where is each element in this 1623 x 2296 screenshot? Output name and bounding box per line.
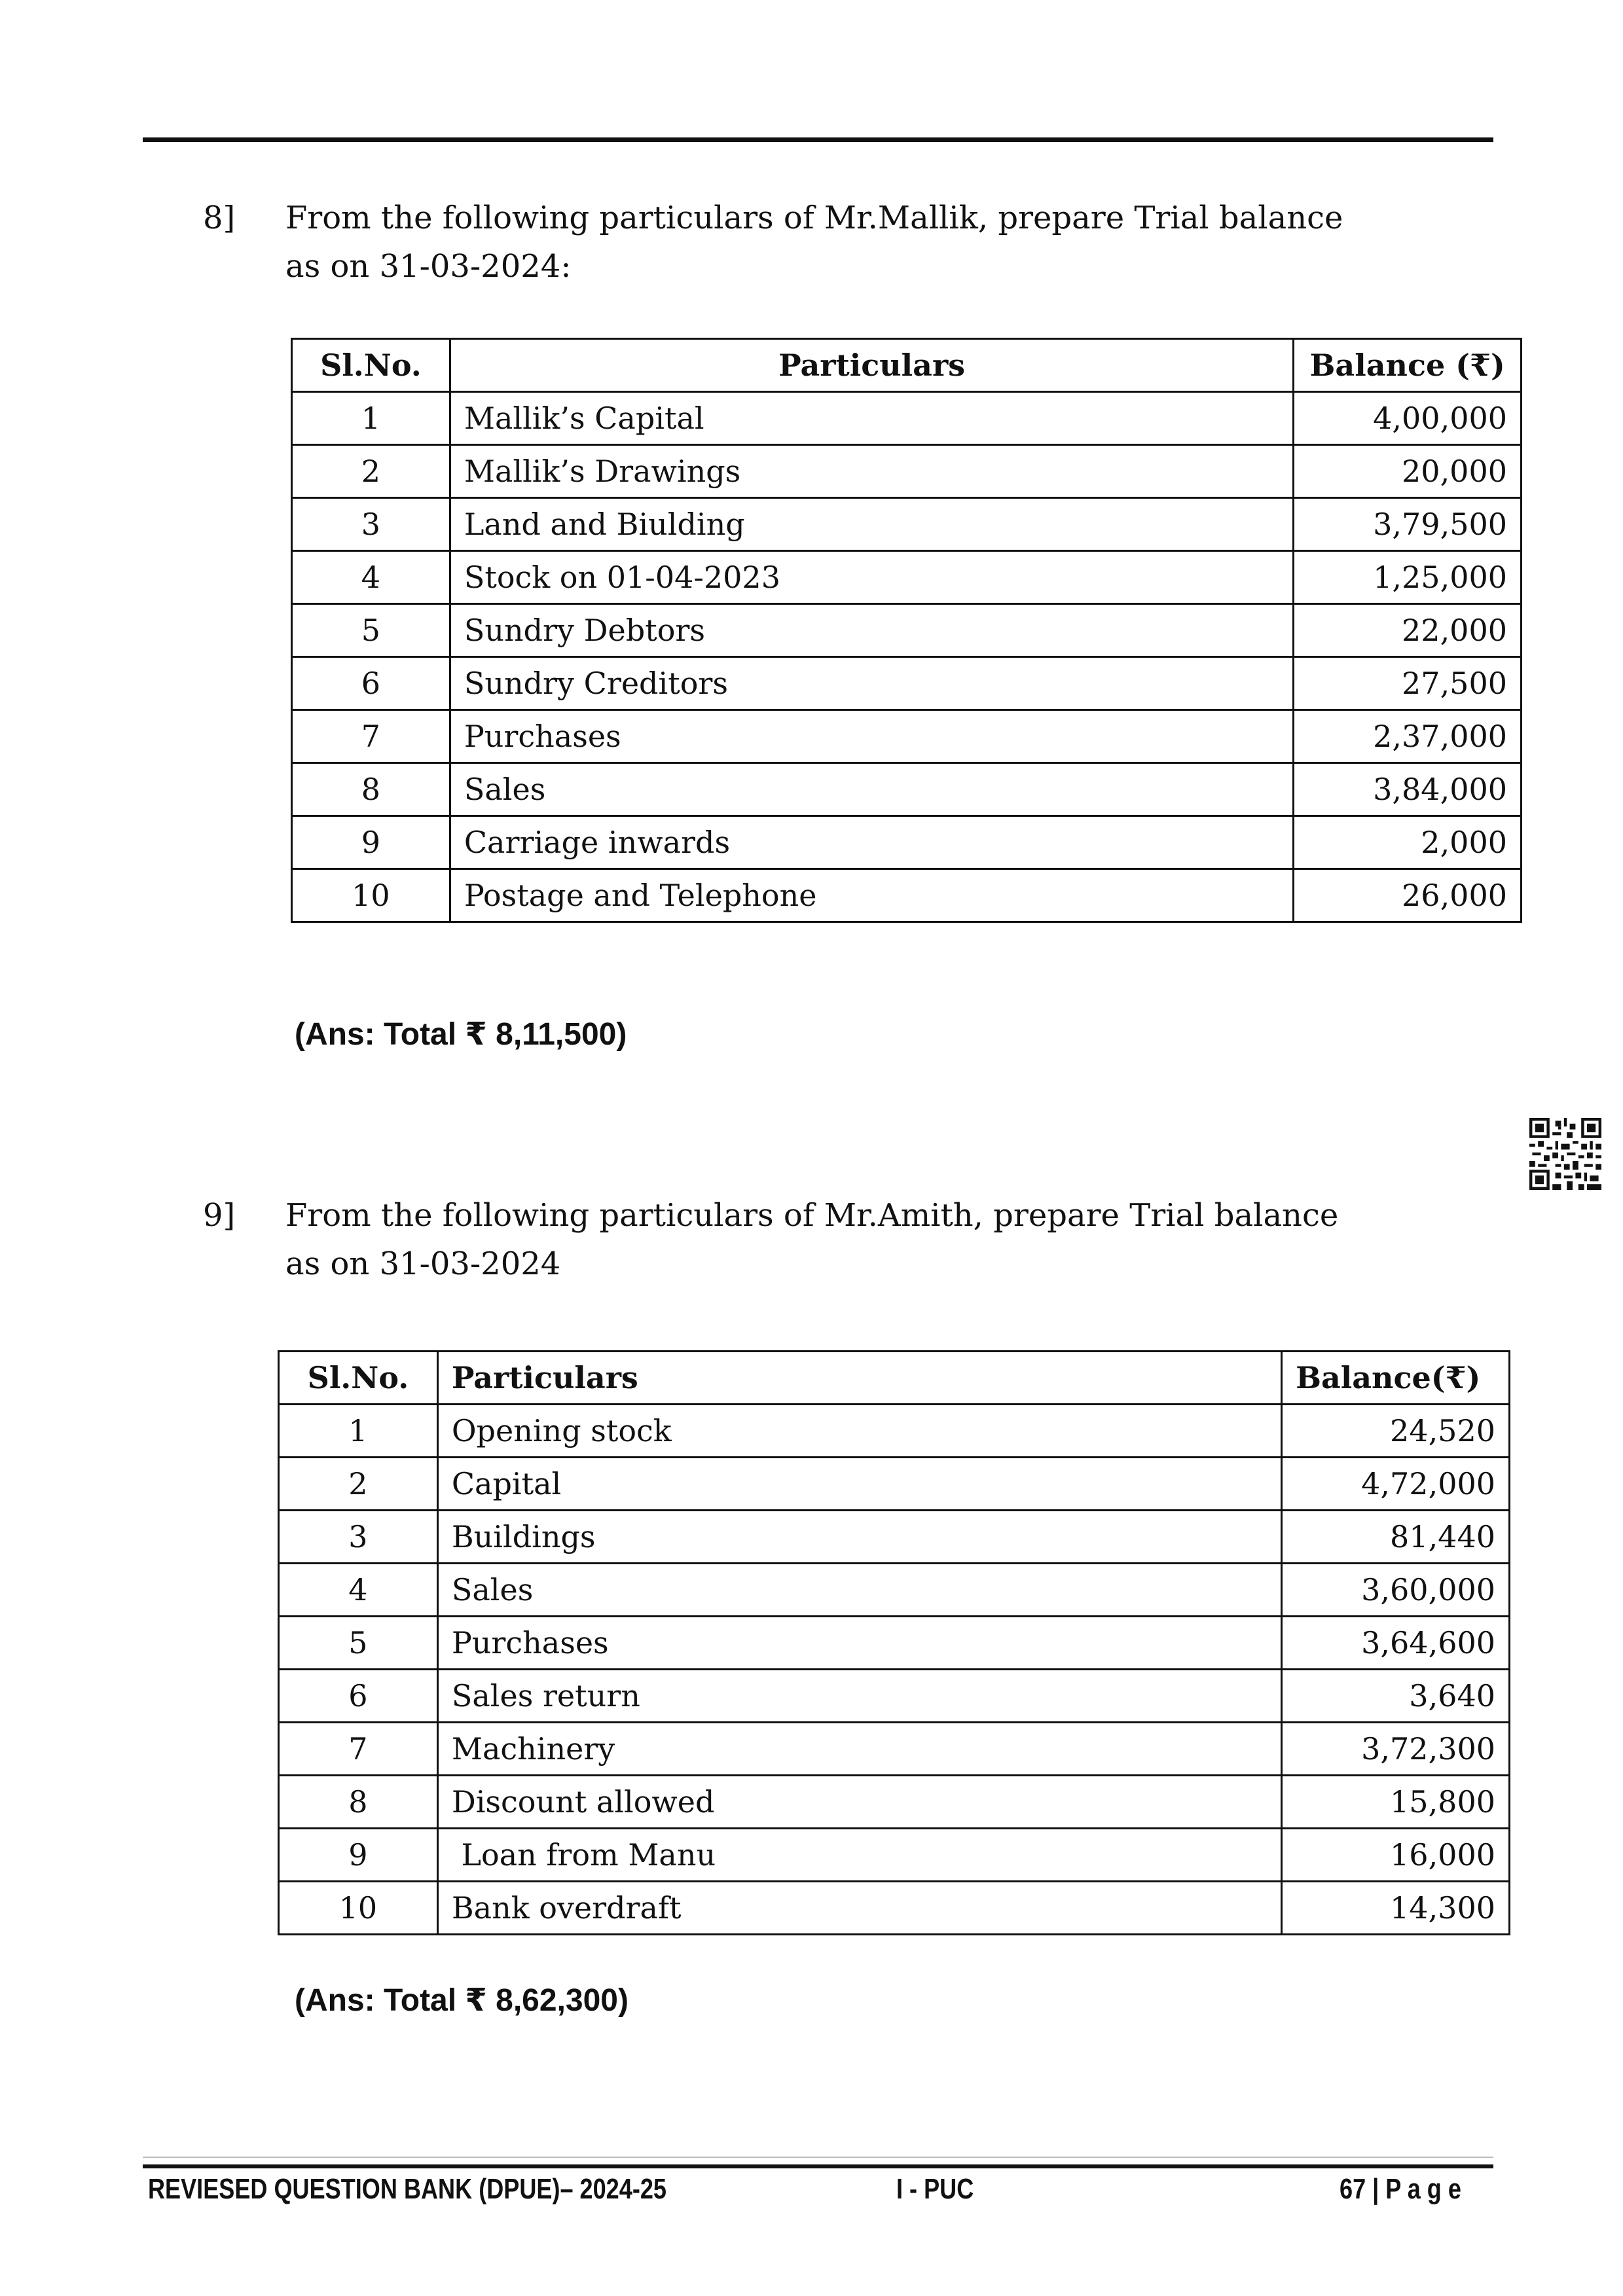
cell-balance: 27,500	[1294, 657, 1522, 710]
table-row	[292, 869, 1522, 922]
table-row	[279, 1405, 1510, 1458]
table-header-row	[292, 339, 1522, 392]
cell-sl-no: 3	[292, 498, 450, 551]
cell-balance: 20,000	[1294, 445, 1522, 498]
cell-balance: 4,00,000	[1294, 392, 1522, 445]
table-row	[279, 1882, 1510, 1935]
cell-sl-no: 4	[279, 1564, 438, 1617]
table-row	[292, 816, 1522, 869]
footer-rule	[143, 2164, 1493, 2168]
footer-rule-thin	[143, 2157, 1493, 2158]
cell-particulars: Sales	[437, 1564, 1281, 1617]
table-row	[279, 1617, 1510, 1670]
cell-sl-no: 9	[292, 816, 450, 869]
cell-balance: 3,79,500	[1294, 498, 1522, 551]
question-text	[285, 194, 1464, 291]
footer-title: REVIESED QUESTION BANK (DPUE)– 2024-25	[148, 2173, 666, 2205]
table-row	[292, 604, 1522, 657]
cell-particulars: Loan from Manu	[437, 1829, 1281, 1882]
table-row	[292, 710, 1522, 763]
cell-particulars: Bank overdraft	[437, 1882, 1281, 1935]
cell-particulars: Purchases	[450, 710, 1294, 763]
cell-sl-no: 8	[279, 1776, 438, 1829]
question-line-1: From the following particulars of Mr.Mallik, prepare Trial balance	[285, 200, 1343, 236]
header-balance: Balance (₹)	[1294, 339, 1522, 392]
header-sl-no: Sl.No.	[292, 339, 450, 392]
question-line-1: From the following particulars of Mr.Amith, prepare Trial balance	[285, 1197, 1339, 1234]
table-row	[279, 1723, 1510, 1776]
header-particulars: Particulars	[437, 1352, 1281, 1405]
cell-balance: 3,84,000	[1294, 763, 1522, 816]
table-row	[292, 498, 1522, 551]
cell-sl-no: 10	[292, 869, 450, 922]
table-row	[292, 657, 1522, 710]
cell-particulars: Mallik’s Drawings	[450, 445, 1294, 498]
table-row	[279, 1670, 1510, 1723]
cell-sl-no: 6	[292, 657, 450, 710]
cell-balance: 3,640	[1282, 1670, 1510, 1723]
table-row	[292, 551, 1522, 604]
cell-balance: 1,25,000	[1294, 551, 1522, 604]
header-particulars: Particulars	[450, 339, 1294, 392]
table-row	[292, 445, 1522, 498]
cell-sl-no: 1	[279, 1405, 438, 1458]
cell-sl-no: 5	[292, 604, 450, 657]
question-number: 9]	[203, 1197, 236, 1234]
table-row	[279, 1564, 1510, 1617]
cell-sl-no: 2	[279, 1458, 438, 1511]
cell-sl-no: 10	[279, 1882, 438, 1935]
answer-total-8: (Ans: Total ₹ 8,11,500)	[295, 1017, 627, 1052]
cell-particulars: Sales return	[437, 1670, 1281, 1723]
cell-particulars: Postage and Telephone	[450, 869, 1294, 922]
table-row	[279, 1511, 1510, 1564]
cell-particulars: Buildings	[437, 1511, 1281, 1564]
cell-balance: 2,000	[1294, 816, 1522, 869]
trial-balance-table-9	[278, 1350, 1510, 1935]
cell-balance: 3,64,600	[1282, 1617, 1510, 1670]
cell-particulars: Sales	[450, 763, 1294, 816]
question-text	[285, 1191, 1464, 1288]
cell-balance: 16,000	[1282, 1829, 1510, 1882]
header-rule	[143, 137, 1493, 142]
cell-sl-no: 7	[292, 710, 450, 763]
footer-class: I - PUC	[896, 2173, 974, 2205]
table-row	[279, 1829, 1510, 1882]
cell-sl-no: 3	[279, 1511, 438, 1564]
cell-balance: 2,37,000	[1294, 710, 1522, 763]
footer-page-number: 67 | P a g e	[1340, 2173, 1461, 2205]
cell-sl-no: 9	[279, 1829, 438, 1882]
question-line-2: as on 31-03-2024:	[285, 248, 572, 285]
cell-balance: 24,520	[1282, 1405, 1510, 1458]
cell-balance: 15,800	[1282, 1776, 1510, 1829]
cell-balance: 81,440	[1282, 1511, 1510, 1564]
cell-sl-no: 5	[279, 1617, 438, 1670]
cell-sl-no: 7	[279, 1723, 438, 1776]
question-line-2: as on 31-03-2024	[285, 1246, 561, 1282]
cell-sl-no: 6	[279, 1670, 438, 1723]
cell-balance: 3,72,300	[1282, 1723, 1510, 1776]
table-row	[292, 392, 1522, 445]
cell-particulars: Stock on 01-04-2023	[450, 551, 1294, 604]
cell-balance: 26,000	[1294, 869, 1522, 922]
cell-balance: 4,72,000	[1282, 1458, 1510, 1511]
question-number: 8]	[203, 200, 236, 236]
table-row	[279, 1776, 1510, 1829]
cell-particulars: Capital	[437, 1458, 1281, 1511]
cell-particulars: Opening stock	[437, 1405, 1281, 1458]
cell-sl-no: 2	[292, 445, 450, 498]
cell-sl-no: 4	[292, 551, 450, 604]
trial-balance-table-8	[291, 338, 1522, 923]
cell-particulars: Discount allowed	[437, 1776, 1281, 1829]
table-row	[279, 1458, 1510, 1511]
answer-total-9: (Ans: Total ₹ 8,62,300)	[295, 1983, 629, 2018]
cell-sl-no: 1	[292, 392, 450, 445]
cell-particulars: Land and Biulding	[450, 498, 1294, 551]
cell-balance: 22,000	[1294, 604, 1522, 657]
table-row	[292, 763, 1522, 816]
header-balance: Balance(₹)	[1282, 1352, 1510, 1405]
cell-particulars: Machinery	[437, 1723, 1281, 1776]
header-sl-no: Sl.No.	[279, 1352, 438, 1405]
cell-balance: 3,60,000	[1282, 1564, 1510, 1617]
table-header-row	[279, 1352, 1510, 1405]
cell-sl-no: 8	[292, 763, 450, 816]
cell-particulars: Carriage inwards	[450, 816, 1294, 869]
cell-particulars: Sundry Debtors	[450, 604, 1294, 657]
cell-particulars: Purchases	[437, 1617, 1281, 1670]
cell-balance: 14,300	[1282, 1882, 1510, 1935]
qr-code-icon	[1529, 1118, 1601, 1190]
cell-particulars: Sundry Creditors	[450, 657, 1294, 710]
cell-particulars: Mallik’s Capital	[450, 392, 1294, 445]
